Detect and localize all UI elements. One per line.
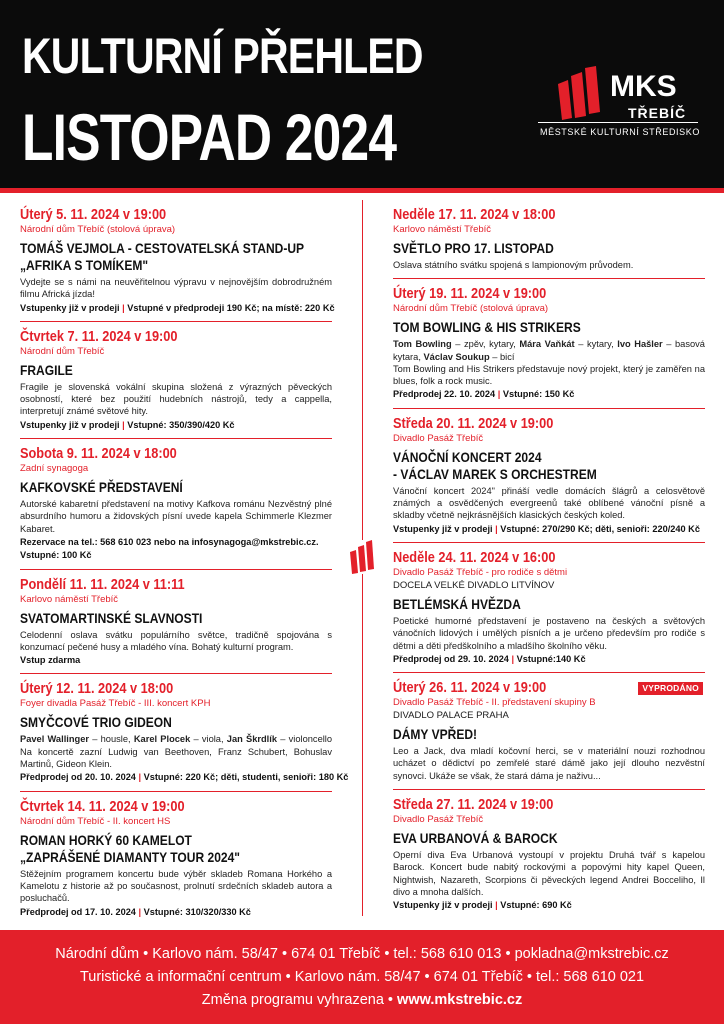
performer-role: – basová kytara, — [393, 339, 705, 362]
event-company: DIVADLO PALACE PRAHA — [393, 710, 509, 722]
performer-name: Mára Vaňkát — [519, 339, 575, 350]
event-tickets: Předprodej 22. 10. 2024 | Vstupné: 150 Kč — [393, 389, 575, 400]
logo-subtitle: MĚSTSKÉ KULTURNÍ STŘEDISKO — [540, 127, 700, 137]
event-card[interactable] — [20, 438, 332, 568]
tickets-status: Vstupenky již v prodeji — [20, 419, 120, 430]
performer-name: Pavel Wallinger — [20, 734, 90, 745]
event-venue: Národní dům Třebíč — [20, 345, 105, 357]
footer-national-house: Národní dům • Karlovo nám. 58/47 • 674 01 Třebíč • tel.: 568 610 013 • pokladna@mkstrebic.cz — [55, 946, 669, 962]
event-description: Leo a Jack, dva mladí kočovní herci, se v materiální nouzi rozhodnou ucházet o dědictví po zemřelé staré dámě jako její dlouho nezvěstní synovci. Ukáže se však, že stará dáma je naživu... — [393, 746, 705, 781]
event-title: SVATOMARTINSKÉ SLAVNOSTI — [20, 609, 203, 626]
logo-divider — [538, 122, 698, 123]
event-venue: Divadlo Pasáž Třebíč — [393, 814, 484, 826]
event-venue: Divadlo Pasáž Třebíč - II. představení skupiny B — [393, 697, 596, 709]
event-tickets: Předprodej od 20. 10. 2024 | Vstupné: 220 Kč; děti, studenti, senioři: 180 Kč — [20, 772, 349, 783]
header-accent-line — [0, 188, 724, 193]
event-company: DOCELA VELKÉ DIVADLO LITVÍNOV — [393, 579, 555, 591]
event-venue: Národní dům Třebíč - II. koncert HS — [20, 815, 171, 827]
event-card[interactable] — [393, 408, 705, 542]
event-description: Vydejte se s námi na neuvěřitelnou výpravu v nejnovějším dobrodružném filmu Africká jízda! — [20, 277, 332, 300]
event-date: Pondělí 11. 11. 2024 v 11:11 — [20, 576, 185, 593]
event-card[interactable] — [20, 673, 349, 790]
event-date: Čtvrtek 7. 11. 2024 v 19:00 — [20, 328, 178, 345]
event-title-line-2: - VÁCLAV MAREK S ORCHESTREM — [393, 465, 597, 482]
event-date: Středa 27. 11. 2024 v 19:00 — [393, 797, 554, 814]
mks-logo[interactable] — [538, 62, 714, 162]
event-tickets: Vstupenky již v prodeji | Vstupné: 350/390/420 Kč — [20, 419, 235, 430]
mks-small-mark-icon — [347, 540, 377, 574]
event-tickets: Předprodej od 17. 10. 2024 | Vstupné: 310/320/330 Kč — [20, 906, 251, 917]
title-line-1: KULTURNÍ PŘEHLED — [22, 28, 423, 84]
divider-logo-mark — [347, 540, 377, 574]
event-description: Autorské kabaretní představení na motivy Kafkova románu Nezvěstný plné absurdního humoru a židovských písní uvede kapela Schimmerle Klezmer Kabaret. — [20, 499, 332, 534]
event-entry: Vstup zdarma — [20, 655, 81, 666]
event-price: Vstupné: 100 Kč — [20, 550, 92, 561]
event-description: Fragile je slovenská vokální skupina složená z výrazných pěveckých osobností, které bez použití hudebních nástrojů, tedy a cappella, interpretují známé světové hity. — [20, 381, 332, 417]
event-title: KAFKOVSKÉ PŘEDSTAVENÍ — [20, 479, 183, 496]
event-date: Úterý 5. 11. 2024 v 19:00 — [20, 207, 167, 223]
tickets-price: Vstupné: 150 Kč — [502, 389, 575, 400]
tickets-status: Vstupenky již v prodeji — [393, 900, 493, 911]
event-date: Čtvrtek 14. 11. 2024 v 19:00 — [20, 798, 185, 815]
left-column — [20, 200, 349, 925]
performer-name: Ivo Hašler — [617, 339, 663, 350]
event-date: Úterý 19. 11. 2024 v 19:00 — [393, 286, 547, 303]
event-tickets: Předprodej od 29. 10. 2024 | Vstupné:140 Kč — [393, 653, 586, 664]
performer-role: – bicí — [489, 351, 515, 362]
event-title: EVA URBANOVÁ & BAROCK — [393, 830, 558, 847]
event-description: Operní diva Eva Urbanová vystoupí v projektu Druhá tvář s kapelou Barock. Koncert bude nabitý rockovými a popovými hity kapel Queen, Nightwish, Nazareth, Scorpions či pěveckých legend Andrei Bocceliho, Il divo a mnoha dalších. — [393, 850, 705, 897]
event-date: Úterý 12. 11. 2024 v 18:00 — [20, 681, 174, 698]
event-tickets: Vstupenky již v prodeji | Vstupné v předprodeji 190 Kč; na místě: 220 Kč — [20, 302, 335, 313]
footer-disclaimer: Změna programu vyhrazena • — [201, 992, 398, 1008]
event-title: BETLÉMSKÁ HVĚZDA — [393, 595, 521, 612]
tickets-price: Vstupné:140 Kč — [516, 653, 586, 664]
tickets-price: Vstupné: 220 Kč; děti, studenti, senioři: 180 Kč — [143, 772, 349, 783]
sold-out-badge: VYPRODÁNO — [638, 682, 703, 695]
event-venue: Zadní synagoga — [20, 463, 89, 475]
event-description: Stěžejním programem koncertu bude výběr skladeb Romana Horkého a Kamelotu z historie až po současnost, prolnutí srdečních skladeb autora a posluchačů. — [20, 868, 332, 904]
event-card[interactable] — [393, 200, 705, 278]
performer-role: – viola, — [190, 734, 227, 745]
event-description: Poetické humorné představení je postaveno na českých a světových vánočních lidových i umělých písních a je určeno především pro rodiče s dětmi a děti předškolního a mladšího školního věku. — [393, 615, 705, 651]
event-title-line-2: „AFRIKA S TOMÍKEM" — [20, 257, 149, 273]
tickets-presale: Předprodej od 29. 10. 2024 — [393, 653, 509, 664]
event-card[interactable] — [20, 321, 332, 438]
event-description: Tom Bowling and His Strikers představuje nový projekt, který je zaměřen na blues, folk a rock music. — [393, 363, 705, 387]
event-venue: Karlovo náměstí Třebíč — [20, 593, 119, 605]
event-tickets: Vstupenky již v prodeji | Vstupné: 690 Kč — [393, 900, 572, 911]
event-card[interactable] — [393, 789, 705, 918]
event-card[interactable] — [393, 672, 705, 789]
title-line-2: LISTOPAD 2024 — [22, 100, 397, 174]
event-venue: Národní dům Třebíč (stolová úprava) — [393, 303, 549, 315]
event-title: VÁNOČNÍ KONCERT 2024 — [393, 448, 542, 465]
performer-name: Václav Soukup — [423, 351, 490, 362]
mks-logo-mark-icon — [556, 66, 608, 120]
performer-name: Karel Plocek — [133, 734, 191, 745]
event-venue: Foyer divadla Pasáž Třebíč - III. koncert KPH — [20, 698, 211, 710]
performer-name: Tom Bowling — [393, 339, 452, 350]
tickets-price: Vstupné: 310/320/330 Kč — [143, 906, 251, 917]
event-card[interactable] — [393, 278, 705, 407]
event-description: Celodenní oslava svátku populárního světce, tradičně spojována s konzumací pečené husy a mladého vína. Bohatý kulturní program. — [20, 629, 332, 652]
tickets-status: Vstupenky již v prodeji — [393, 523, 493, 534]
event-title: TOMÁŠ VEJMOLA - CESTOVATELSKÁ STAND-UP — [20, 240, 305, 256]
event-card[interactable] — [20, 791, 332, 925]
footer-website-line — [0, 989, 724, 1012]
website-link[interactable]: www.mkstrebic.cz — [397, 992, 523, 1008]
event-title: TOM BOWLING & HIS STRIKERS — [393, 319, 581, 336]
performer-role: – zpěv, kytary, — [451, 339, 520, 350]
footer-tourist-center: Turistické a informační centrum • Karlovo nám. 58/47 • 674 01 Třebíč • tel.: 568 610 021 — [79, 969, 645, 985]
performer-role: – housle, — [89, 734, 134, 745]
event-title: SVĚTLO PRO 17. LISTOPAD — [393, 240, 554, 256]
tickets-status: Předprodej od 20. 10. 2024 — [20, 772, 136, 783]
logo-name: MKS — [610, 70, 677, 103]
performer-role: – kytary, — [574, 339, 618, 350]
event-venue: Divadlo Pasáž Třebíč — [393, 432, 484, 444]
header — [0, 0, 724, 188]
event-description: Na koncertě zazní Ludwig van Beethoven, Franz Schubert, Bohuslav Martinů, Gideon Klein. — [20, 746, 332, 770]
event-card[interactable] — [393, 542, 705, 672]
event-reservation: Rezervace na tel.: 568 610 023 nebo na infosynagoga@mkstrebic.cz. — [20, 536, 319, 547]
event-date: Středa 20. 11. 2024 v 19:00 — [393, 415, 554, 432]
tickets-price: Vstupné: 350/390/420 Kč — [127, 419, 235, 430]
event-description: Oslava státního svátku spojená s lampionovým průvodem. — [393, 260, 634, 270]
logo-city: TŘEBÍČ — [628, 105, 687, 121]
event-title: SMYČCOVÉ TRIO GIDEON — [20, 714, 172, 731]
event-venue: Národní dům Třebíč (stolová úprava) — [20, 224, 176, 235]
right-column — [393, 200, 705, 919]
event-title: FRAGILE — [20, 361, 73, 378]
tickets-price: Vstupné v předprodeji 190 Kč; na místě: 220 Kč — [127, 302, 335, 313]
event-tickets: Vstupenky již v prodeji | Vstupné: 270/290 Kč; děti, senioři: 220/240 Kč — [393, 523, 700, 534]
event-performers — [393, 338, 705, 363]
event-description: Vánoční koncert 2024" přináší vedle domácích šlágrů a celosvětově známých a osvědčených evergreenů také oblíbené vánoční písně a skladby včetně nejkrásnějších klasických českých koled. — [393, 485, 705, 521]
event-performers — [20, 733, 332, 770]
event-date: Úterý 26. 11. 2024 v 19:00 — [393, 680, 547, 697]
event-title: DÁMY VPŘED! — [393, 726, 478, 743]
event-venue: Divadlo Pasáž Třebíč - pro rodiče s dětmi — [393, 566, 568, 578]
event-card[interactable] — [20, 200, 335, 321]
event-card[interactable] — [20, 569, 332, 674]
tickets-status: Předprodej od 17. 10. 2024 — [20, 906, 136, 917]
event-venue: Karlovo náměstí Třebíč — [393, 224, 492, 235]
tickets-status: Vstupenky již v prodeji — [20, 302, 120, 313]
event-date: Neděle 24. 11. 2024 v 16:00 — [393, 549, 556, 566]
tickets-price: Vstupné: 270/290 Kč; děti, senioři: 220/240 Kč — [500, 523, 700, 534]
performer-role: – violoncello — [277, 734, 333, 745]
event-date: Sobota 9. 11. 2024 v 18:00 — [20, 446, 177, 463]
event-title: ROMAN HORKÝ 60 KAMELOT — [20, 831, 192, 848]
footer — [0, 930, 724, 1024]
performer-name: Jan Škrdlík — [226, 734, 278, 745]
event-title-line-2: „ZAPRÁŠENÉ DIAMANTY TOUR 2024" — [20, 848, 241, 865]
tickets-price: Vstupné: 690 Kč — [500, 900, 572, 911]
tickets-presale: Předprodej 22. 10. 2024 — [393, 389, 496, 400]
event-date: Neděle 17. 11. 2024 v 18:00 — [393, 207, 556, 223]
